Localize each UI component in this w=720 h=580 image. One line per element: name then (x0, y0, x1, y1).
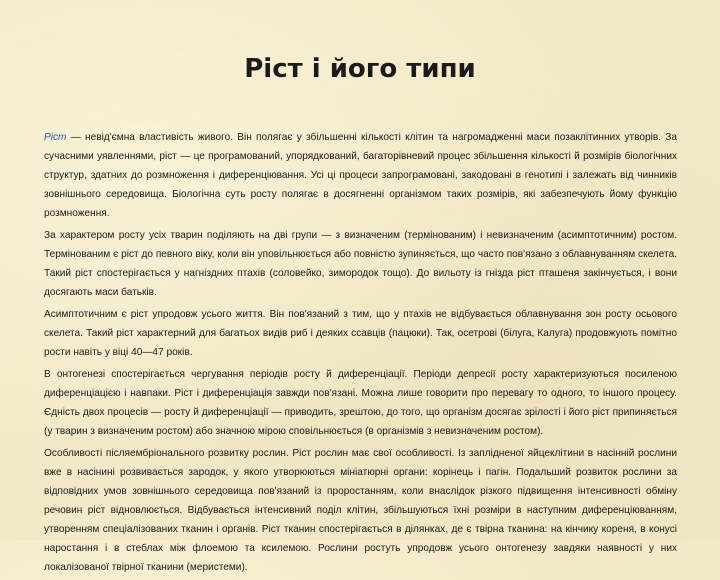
paragraph-ontogenesis: В онтогенезі спостерігається чергування періодів росту й диференціації. Періоди депресії росту характеризуються посиленою диференціацією і навпаки. Ріст і диференціація завжди пов'язані. Можна лише говорити про перевагу то одного, то іншого процесу. Єдність двох процесів — росту й диференціації — приводить, зрештою, до того, що організм досягає зрілості і його ріст припиняється (у тварин з визначеним ростом) або значною мірою сповільнюється (в організмів з невизначеним ростом). (44, 369, 677, 437)
paragraph-growth-types: За характером росту усіх тварин поділяють на дві групи — з визначеним (термінованим) і невизначеним (асимптотичним) ростом. Термінованим є ріст до певного віку, коли він уповільнюється або повністю зупиняється, що часто пов'язано з облавнуванням скелета. Такий ріст спостерігається у нагніздних птахів (соловейко, зимородок тощо). До вильоту із гнізда ріст пташеня закінчується, і вони досягають маси батьків. (44, 230, 677, 298)
paragraph-text: — невід'ємна властивість живого. Він полягає у збільшенні кількості клітин та нагромадженні маси позаклітинних утворів. За сучасними уявленнями, ріст — це програмований, упорядкований, багаторівневий процес збільшення кількості й розмірів біологічних структур, здатних до розмноження і диференціювання. Усі ці процеси запрограмовані, закодовані в генотипі і залежать від чинників зовнішнього середовища. Біологічна суть росту полягає в досягненні організмом таких розмірів, які забезпечують йому функцію розмноження. (44, 132, 677, 219)
paragraph-asymptotic-growth: Асимптотичним є ріст упродовж усього життя. Він пов'язаний з тим, що у птахів не відбувається облавнування зон росту осьового скелета. Такий ріст характерний для багатьох видів риб і деяких ссавців (пацюки). Так, осетрові (білуга, Калуга) продовжують помітно рости навіть у віці 40—47 років. (44, 309, 677, 358)
page-title: Ріст і його типи (244, 54, 476, 84)
paragraph-plant-growth: Особливості післяембріонального розвитку рослин. Ріст рослин має свої особливості. Із заплідненої яйцеклітини в насінній рослини вже в насінині розвивається зародок, у якого утворюються мініатюрні органи: корінець і пагін. Подальший розвиток рослини за відповідних умов зовнішнього середовища пов'язаний із проростанням, коли внаслідок різкого підвищення інтенсивності обміну речовин ріст відновлюється. Відбувається інтенсивний поділ клітин, збільшуються їхні розміри в наступним диференціюванням, утворенням спеціалізованих тканин і органів. Ріст тканин спостерігається в ділянках, де є твірна тканина: на кінчику кореня, в конусі наростання і в стеблах між флоемою та ксилемою. Рослини ростуть упродовж усього онтогенезу завдяки наявності у них локалізованої твірної тканини (меристеми). (44, 448, 677, 573)
paragraph-growth-definition (44, 128, 677, 223)
document-body (44, 128, 677, 580)
term-growth: Ріст (44, 132, 67, 143)
